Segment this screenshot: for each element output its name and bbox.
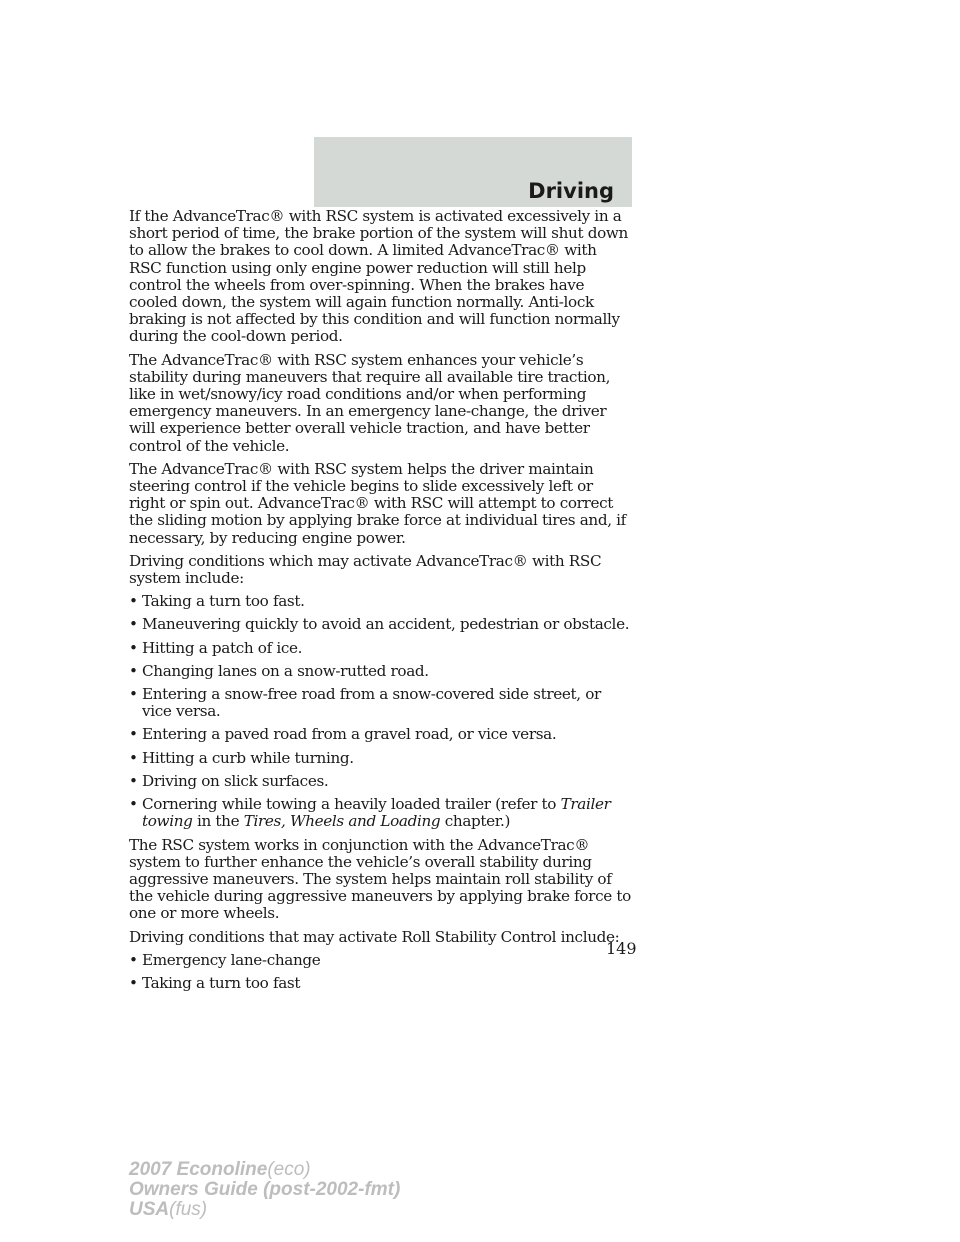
- paragraph-brake-cooldown: If the AdvanceTrac® with RSC system is activated excessively in a short period of time, the brake portion of the system will shut down to allow the brakes to cool down. A limited AdvanceTrac® with RSC function using only engine power reduction will still help control the wheels from over-spinning. When the brakes have cooled down, the system will again function normally. Anti-lock braking is not affected by this condition and will function normally during the cool-down period.: [129, 207, 628, 346]
- footer-line-region: USA(fus): [129, 1199, 208, 1220]
- bullet-icon: •: [129, 795, 138, 814]
- header-band: [314, 137, 632, 207]
- reference-trailer-towing: Trailer towing: [142, 795, 611, 831]
- list-item: • Entering a snow-free road from a snow-covered side street, or vice versa.: [129, 685, 601, 721]
- paragraph-steering-control: The AdvanceTrac® with RSC system helps the driver maintain steering control if the vehicle begins to slide excessively left or right or spin out. AdvanceTrac® with RSC will attempt to correct the sliding motion by applying brake force at individual tires and, if necessary, by reducing engine power.: [129, 459, 626, 547]
- list-item: • Taking a turn too fast.: [129, 592, 305, 611]
- bullet-icon: •: [129, 725, 138, 744]
- roll-stability-list: [129, 952, 632, 992]
- list-item: • Hitting a curb while turning.: [129, 748, 354, 767]
- bullet-icon: •: [129, 685, 138, 704]
- list-item: • Emergency lane-change: [129, 950, 321, 969]
- bullet-icon: •: [129, 592, 138, 611]
- bullet-icon: •: [129, 661, 138, 680]
- activation-conditions-list: [129, 593, 632, 830]
- bullet-icon: •: [129, 638, 138, 657]
- paragraph-stability: The AdvanceTrac® with RSC system enhances your vehicle’s stability during maneuvers that require all available tire traction, like in wet/snowy/icy road conditions and/or when performing emergency maneuvers. In an emergency lane-change, the driver will experience better overall vehicle traction, and have better control of the vehicle.: [129, 350, 611, 455]
- list-item-towing: • Cornering while towing a heavily loaded trailer (refer to Trailer towing in the Tires, Wheels and Loading chapter.): [129, 795, 611, 831]
- bullet-icon: •: [129, 748, 138, 767]
- list-item: • Maneuvering quickly to avoid an accident, pedestrian or obstacle.: [129, 615, 630, 634]
- bullet-icon: •: [129, 973, 138, 992]
- list-item: • Taking a turn too fast: [129, 973, 301, 992]
- section-title: Driving: [528, 179, 614, 203]
- footer-line-model: 2007 Econoline(eco): [129, 1159, 311, 1180]
- paragraph-activation-conditions: Driving conditions which may activate AdvanceTrac® with RSC system include:: [129, 551, 602, 588]
- page-content: [129, 208, 632, 998]
- bullet-icon: •: [129, 950, 138, 969]
- list-item: • Driving on slick surfaces.: [129, 771, 329, 790]
- paragraph-rsc-system: The RSC system works in conjunction with the AdvanceTrac® system to further enhance the vehicle’s overall stability during aggressive maneuvers. The system helps maintain roll stability of the vehicle during aggressive maneuvers by applying brake force to one or more wheels.: [129, 835, 631, 923]
- footer: [129, 1160, 400, 1220]
- page-number: 149: [606, 939, 637, 958]
- bullet-icon: •: [129, 615, 138, 634]
- list-item: • Hitting a patch of ice.: [129, 638, 303, 657]
- bullet-icon: •: [129, 771, 138, 790]
- reference-tires-chapter: Tires, Wheels and Loading: [243, 812, 441, 831]
- paragraph-roll-stability: Driving conditions that may activate Roll Stability Control include:: [129, 927, 620, 946]
- list-item: • Changing lanes on a snow-rutted road.: [129, 661, 429, 680]
- list-item: • Entering a paved road from a gravel road, or vice versa.: [129, 725, 557, 744]
- footer-line-guide: Owners Guide (post-2002-fmt): [129, 1179, 401, 1200]
